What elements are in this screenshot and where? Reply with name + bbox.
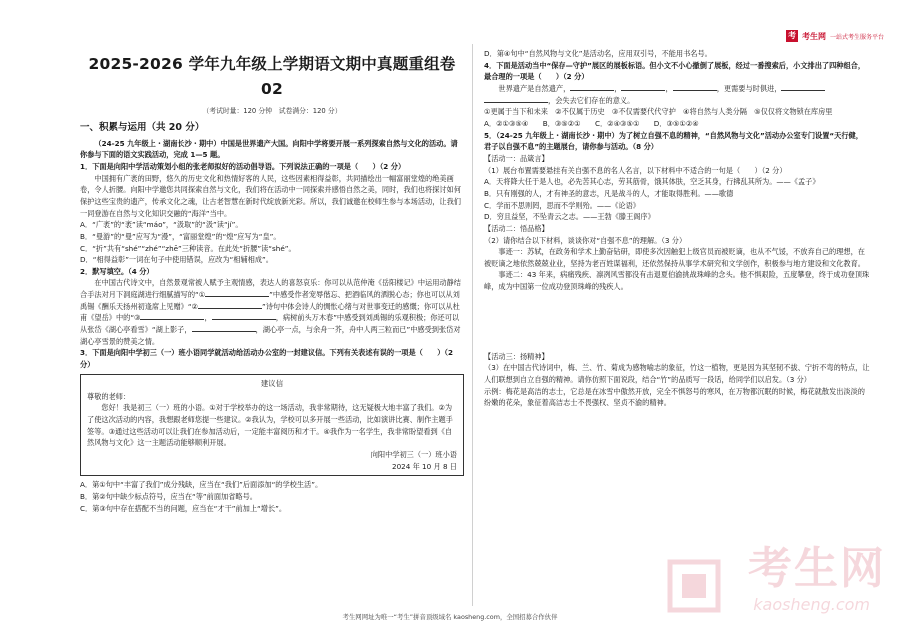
q4-blank-2[interactable]	[621, 83, 665, 91]
q2-text-2: ”中感受作者宠辱偕忘、把酒临风的洒脱心态；你也可以从刘禹锡《酬乐天扬州初逢席上见赠》“②	[80, 290, 460, 311]
activity-1-option[interactable]: A．天将降大任于是人也，必先苦其心志，劳其筋骨，饿其体肤，空乏其身，行拂乱其所为。——《孟子》	[484, 177, 820, 187]
activity-1-question: （1）展台布置需要悬挂有关自强不息的名人名言，以下材料中不适合的一句是（ ）（2 分）	[484, 165, 787, 175]
q2-text-1: 在中国古代诗文中，自然景观常被人赋予主观情感，表达人的喜怒哀乐：你可以从范仲淹《岳阳楼记》中运用动静结合手法对月下洞庭湖进行细腻描写的“①	[80, 278, 461, 300]
kaosheng-logo-icon	[666, 558, 722, 614]
q4-text-2: ，	[614, 83, 622, 93]
letter-body: 您好！我是初三（一）班的小语。①对于学校举办的这一场活动，我非常期待，这无疑极大地丰富了我们。②为了使这次活动的内容，我想跟老师您提一些建议。②我认为，学校可以多开展一些活动，比如演讲比赛、制作主题手签等。③通过这些活动可以让我们在参加活动后，一定能丰富阅历和才干。④我作为一名学生，我非常盼望看到《自然风物与文化》这一主题活动能够顺利开展。	[87, 403, 453, 448]
brand-logo-icon: 考	[787, 31, 796, 40]
q2-text-5: ，病树前头万木春”中感受到刘禹锡的乐观积极；你还可以从张岱《湖心亭看雪》“湖上影子，	[80, 313, 460, 335]
question-1-option[interactable]: D．“相得益彰”一词在句子中使用错误，应改为“相辅相成”。	[80, 255, 273, 265]
exam-meta: （考试时量：120 分钟 试卷满分：120 分）	[202, 107, 342, 116]
question-3-option[interactable]: A．第①句中“丰富了我们”成分残缺，应当在“我们”后面添加“的学校生活”。	[80, 480, 323, 490]
activity-1-heading: 【活动一：品箴言】	[484, 153, 549, 163]
brand-slogan: 一站式考生服务平台	[829, 33, 884, 41]
question-1-option[interactable]: A．“广袤”的“袤”读“máo”，“汲取”的“汲”读“jí”。	[80, 220, 243, 230]
q4-text-3: ，	[665, 83, 673, 93]
question-4-sentence	[484, 83, 870, 95]
question-3-option[interactable]: C．第③句中存在搭配不当的问题，应当在“才干”前加上“增长”。	[80, 503, 287, 513]
q4-blank-4[interactable]	[781, 83, 825, 91]
section-heading: 一、积累与运用（共 20 分）	[80, 122, 205, 134]
q4-blank-3[interactable]	[673, 83, 717, 91]
brand-name: 考生网	[801, 31, 826, 41]
right-column	[484, 48, 870, 409]
question-1-option[interactable]: B．“曼游”的“曼”应写为“漫”，“富丽堂煌”的“煌”应写为“皇”。	[80, 231, 281, 241]
activity-2-story-2: 事迹二：43 年来，病痛残疾、凛冽风雪都没有击退夏伯渝挑战珠峰的念头。他不惧艰险，五度攀登，终于成功登顶珠峰，成为中国第一位成功登顶珠峰的残疾人。	[484, 270, 870, 292]
activity-3-example: 示例：梅花是高洁的志士，它总是在冰雪中傲然开放，完全不惧怒号的寒风，在万物都沉眠的时候，梅花就散发出淡淡的纷嫩的花朵，象征着高洁志士不畏强权、坚贞不渝的精神。	[484, 386, 865, 408]
question-2-stem: 2．默写填空。（4 分）	[80, 266, 154, 276]
fill-blank-1[interactable]	[205, 289, 269, 297]
question-2-passage	[80, 277, 464, 347]
question-4-choices: ①更属于当下和未来 ②不仅属于历史 ③不仅需要代代守护 ④将自然与人类分隔 ⑤仅仅将文物锁在库房里	[484, 107, 833, 117]
activity-1-option[interactable]: D．穷且益坚，不坠青云之志。——王勃《滕王阁序》	[484, 212, 655, 222]
question-1-passage: 中国拥有广袤的田野，悠久的历史文化和热情好客的人民，这些因素相得益彰，共同描绘出一幅富丽堂煌的绝美画卷，令人折腰。向阳中学邀您共同探索自然与文化，我们将在活动中一同探索并感悟自然之美，同时，我们也将探讨如何保护这些宝贵的遗产，传承文化之魂，让古老智慧在新时代绽放新光彩。所以，我们诚邀在校师生参与本场活动，让我们一同登游在自然与文化知识交融的“海洋”当中。	[80, 173, 461, 218]
activity-1-option[interactable]: C．学而不思则罔，思而不学则殆。——《论语》	[484, 200, 640, 210]
activity-2-heading: 【活动二：悟品格】	[484, 223, 549, 233]
exam-title: 2025-2026 学年九年级上学期语文期中真题重组卷 02	[88, 55, 456, 99]
brand-header[interactable]	[786, 30, 884, 42]
activity-2-story-1: 事迹一：苏轼，在政务和学术上勤奋钻研，即使多次因触犯上级官员而被贬谪，也从不气馁，不放弃自己的理想，在被贬谪之地依然兢兢业业，坚持为老百姓谋福利，还依然保持从事学术研究和文学创作，积极参与地方建设和文化教育。	[484, 247, 865, 268]
question-5-stem: 5．（24-25 九年级上・湖南长沙・期中）为了树立自强不息的精神，“自然风物与文化”活动办公室专门设置“天行健，君子以自强不息”的主题展台，请你参与活动。（8 分）	[484, 130, 863, 152]
question-4-sentence-end	[484, 95, 870, 107]
suggestion-letter	[80, 374, 464, 477]
letter-date: 2024 年 10 月 8 日	[392, 461, 457, 471]
q2-text-3: ”诗句中体会诗人的惆怅心绪与对世事变迁的感慨；你可以从杜甫《望岳》中的“③	[80, 301, 460, 323]
question-3-option[interactable]: D．第④句中“自然风物与文化”是活动名，应用双引号，不能用书名号。	[484, 49, 712, 58]
question-1-stem: 1．下面是向阳中学活动策划小组的张老师拟好的活动倡导语。下列说法正确的一项是（ ）（2 分）	[80, 161, 406, 171]
question-1-option[interactable]: C．“折”共有“shé”“zhé”“zhē”三种读音。在此处“折腰”读“shé”。	[80, 243, 296, 253]
answer-space[interactable]	[484, 293, 870, 351]
fill-blank-2[interactable]	[198, 301, 262, 309]
q4-text-1: 世界遗产是自然遗产，	[498, 83, 571, 93]
q4-blank-5[interactable]	[484, 95, 548, 103]
q2-text-6: ，湖心亭一点，与余舟一芥，舟中人两三粒而已”中感受到张岱对湖心亭雪景的赞美之情。	[80, 325, 461, 346]
q4-text-4: ，更需要与时俱进，	[716, 83, 782, 93]
fill-blank-3[interactable]	[140, 312, 204, 320]
intro-text: （24-25 九年级上・湖南长沙・期中）中国是世界遗产大国。向阳中学将要开展一系列探索自然与文化的活动。请你参与下面的语文实践活动，完成 1—5 题。	[80, 138, 458, 160]
activity-3-heading: 【活动三：扬精神】	[484, 351, 549, 361]
fill-blank-4[interactable]	[212, 312, 276, 320]
letter-title: 建议信	[260, 378, 284, 388]
question-3-option[interactable]: B．第②句中缺少标点符号，应当在“等”前面加省略号。	[80, 491, 257, 501]
activity-2-question: （2）请你结合以下材料，谈谈你对“自强不息”的理解。（3 分）	[484, 235, 687, 245]
q2-text-4: ，	[204, 313, 212, 323]
question-3-stem: 3．下面是向阳中学初三（一）班小语同学就活动给活动办公室的一封建议信。下列有关表述有误的一项是（ ）（2 分）	[80, 348, 453, 370]
letter-greeting: 尊敬的老师：	[87, 391, 131, 401]
column-divider	[472, 44, 473, 606]
watermark-name: 考生网	[748, 543, 886, 594]
activity-3-question: （3）在中国古代诗词中，梅、兰、竹、菊成为感物喻志的象征，竹这一植物，更是因为其坚韧不拔、宁折不弯的特点，让人们联想到自立自强的精神。请你仿照下面说段，结合“竹”的品质写一段话，给同学们以启发。（3 分）	[484, 363, 870, 385]
letter-signature: 向阳中学初三（一）班小语	[370, 449, 457, 459]
q4-text-5: ，会失去它们存在的意义。	[548, 95, 635, 105]
fill-blank-5[interactable]	[192, 324, 256, 332]
q4-blank-1[interactable]	[570, 83, 614, 91]
left-column	[80, 50, 464, 514]
activity-1-option[interactable]: B．只有刚强的人，才有神圣的意志，凡是战斗的人，才能取得胜利。——歌德	[484, 188, 734, 198]
page-footer: 考生网网址为唯一“考生”拼音顶级域名 kaosheng.com，全国招募合作伙伴	[342, 613, 558, 621]
watermark-domain: kaosheng.com	[753, 595, 870, 614]
question-4-options[interactable]: A．②①③⑤④ B．③⑤②① C．②④③⑤① D．③⑤①②④	[484, 118, 699, 128]
question-4-stem: 4．下面是活动当中“保存—守护”展区的展板标语。但小文不小心撤倒了展板，经过一番搜索后，小文排出了四种组合，最合理的一项是（ ）（2 分）	[484, 60, 866, 82]
